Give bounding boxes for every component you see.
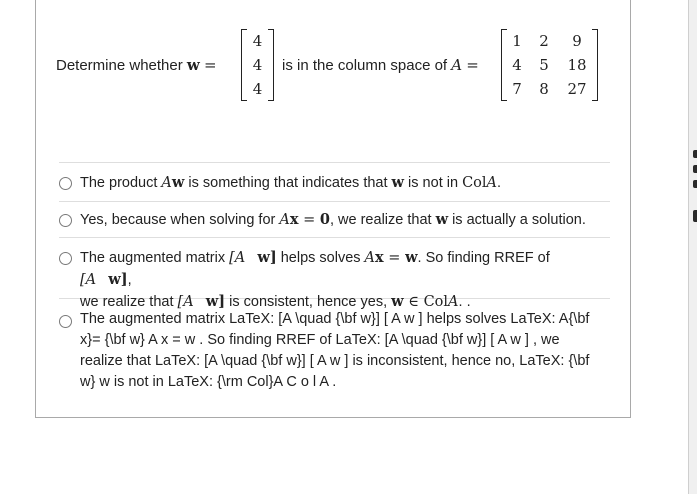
- option-label: The augmented matrix [A w] helps solves Ax = w. So finding RREF of [A w], we realize that [A w] is consistent, hence yes, w ∈ ColA. .: [80, 249, 554, 310]
- right-bracket: [268, 29, 274, 101]
- edge-mark: [693, 165, 697, 173]
- divider: [59, 162, 610, 163]
- radio-button[interactable]: [59, 315, 72, 328]
- w-vector-entry: 4: [252, 32, 263, 50]
- w-vector-entry: 4: [252, 80, 263, 98]
- option-label: The augmented matrix LaTeX: [A \quad {\bf w}] [ A w ] helps solves LaTeX: A{\bf x}= {\bf w} A x = w . So finding RREF of LaTeX: [A \quad {\bf w}] [ A w ] , we realize that LaTeX: [A \quad {\bf w}] [ A w ] is inconsistent, hence no, LaTeX: {\bf w} w is not in LaTeX: {\rm Col}A C o l A .: [80, 311, 590, 390]
- a-matrix-entry: 7: [512, 80, 522, 98]
- w-vector-entry: 4: [252, 56, 263, 74]
- option-label: The product Aw is something that indicates that w is not in ColA.: [80, 174, 502, 191]
- right-bracket: [592, 29, 598, 101]
- answer-option-2[interactable]: [58, 209, 598, 231]
- option-label: Yes, because when solving for Ax = 0, we realize that w is actually a solution.: [80, 211, 586, 228]
- question-middle: is in the column space of A =: [282, 56, 479, 74]
- radio-button[interactable]: [59, 214, 72, 227]
- divider: [59, 201, 610, 202]
- a-matrix: [501, 29, 598, 101]
- edge-mark: [693, 210, 697, 222]
- question-prefix: Determine whether w =: [56, 56, 217, 74]
- a-matrix-entry: 1: [512, 32, 522, 50]
- a-matrix-entry: 9: [572, 32, 582, 50]
- answer-option-1[interactable]: [58, 172, 598, 194]
- answer-option-4[interactable]: [58, 309, 598, 393]
- w-vector: [241, 29, 274, 101]
- edge-mark: [693, 150, 697, 158]
- a-matrix-entry: 5: [539, 56, 549, 74]
- a-matrix-entry: 27: [567, 80, 587, 98]
- answer-option-3[interactable]: [58, 247, 598, 310]
- a-matrix-entry: 4: [512, 56, 522, 74]
- radio-button[interactable]: [59, 177, 72, 190]
- a-matrix-entry: 18: [567, 56, 587, 74]
- radio-button[interactable]: [59, 252, 72, 265]
- a-matrix-entry: 8: [539, 80, 549, 98]
- right-edge-strip: [688, 0, 697, 494]
- a-matrix-entry: 2: [539, 32, 549, 50]
- edge-mark: [693, 180, 697, 188]
- divider: [59, 237, 610, 238]
